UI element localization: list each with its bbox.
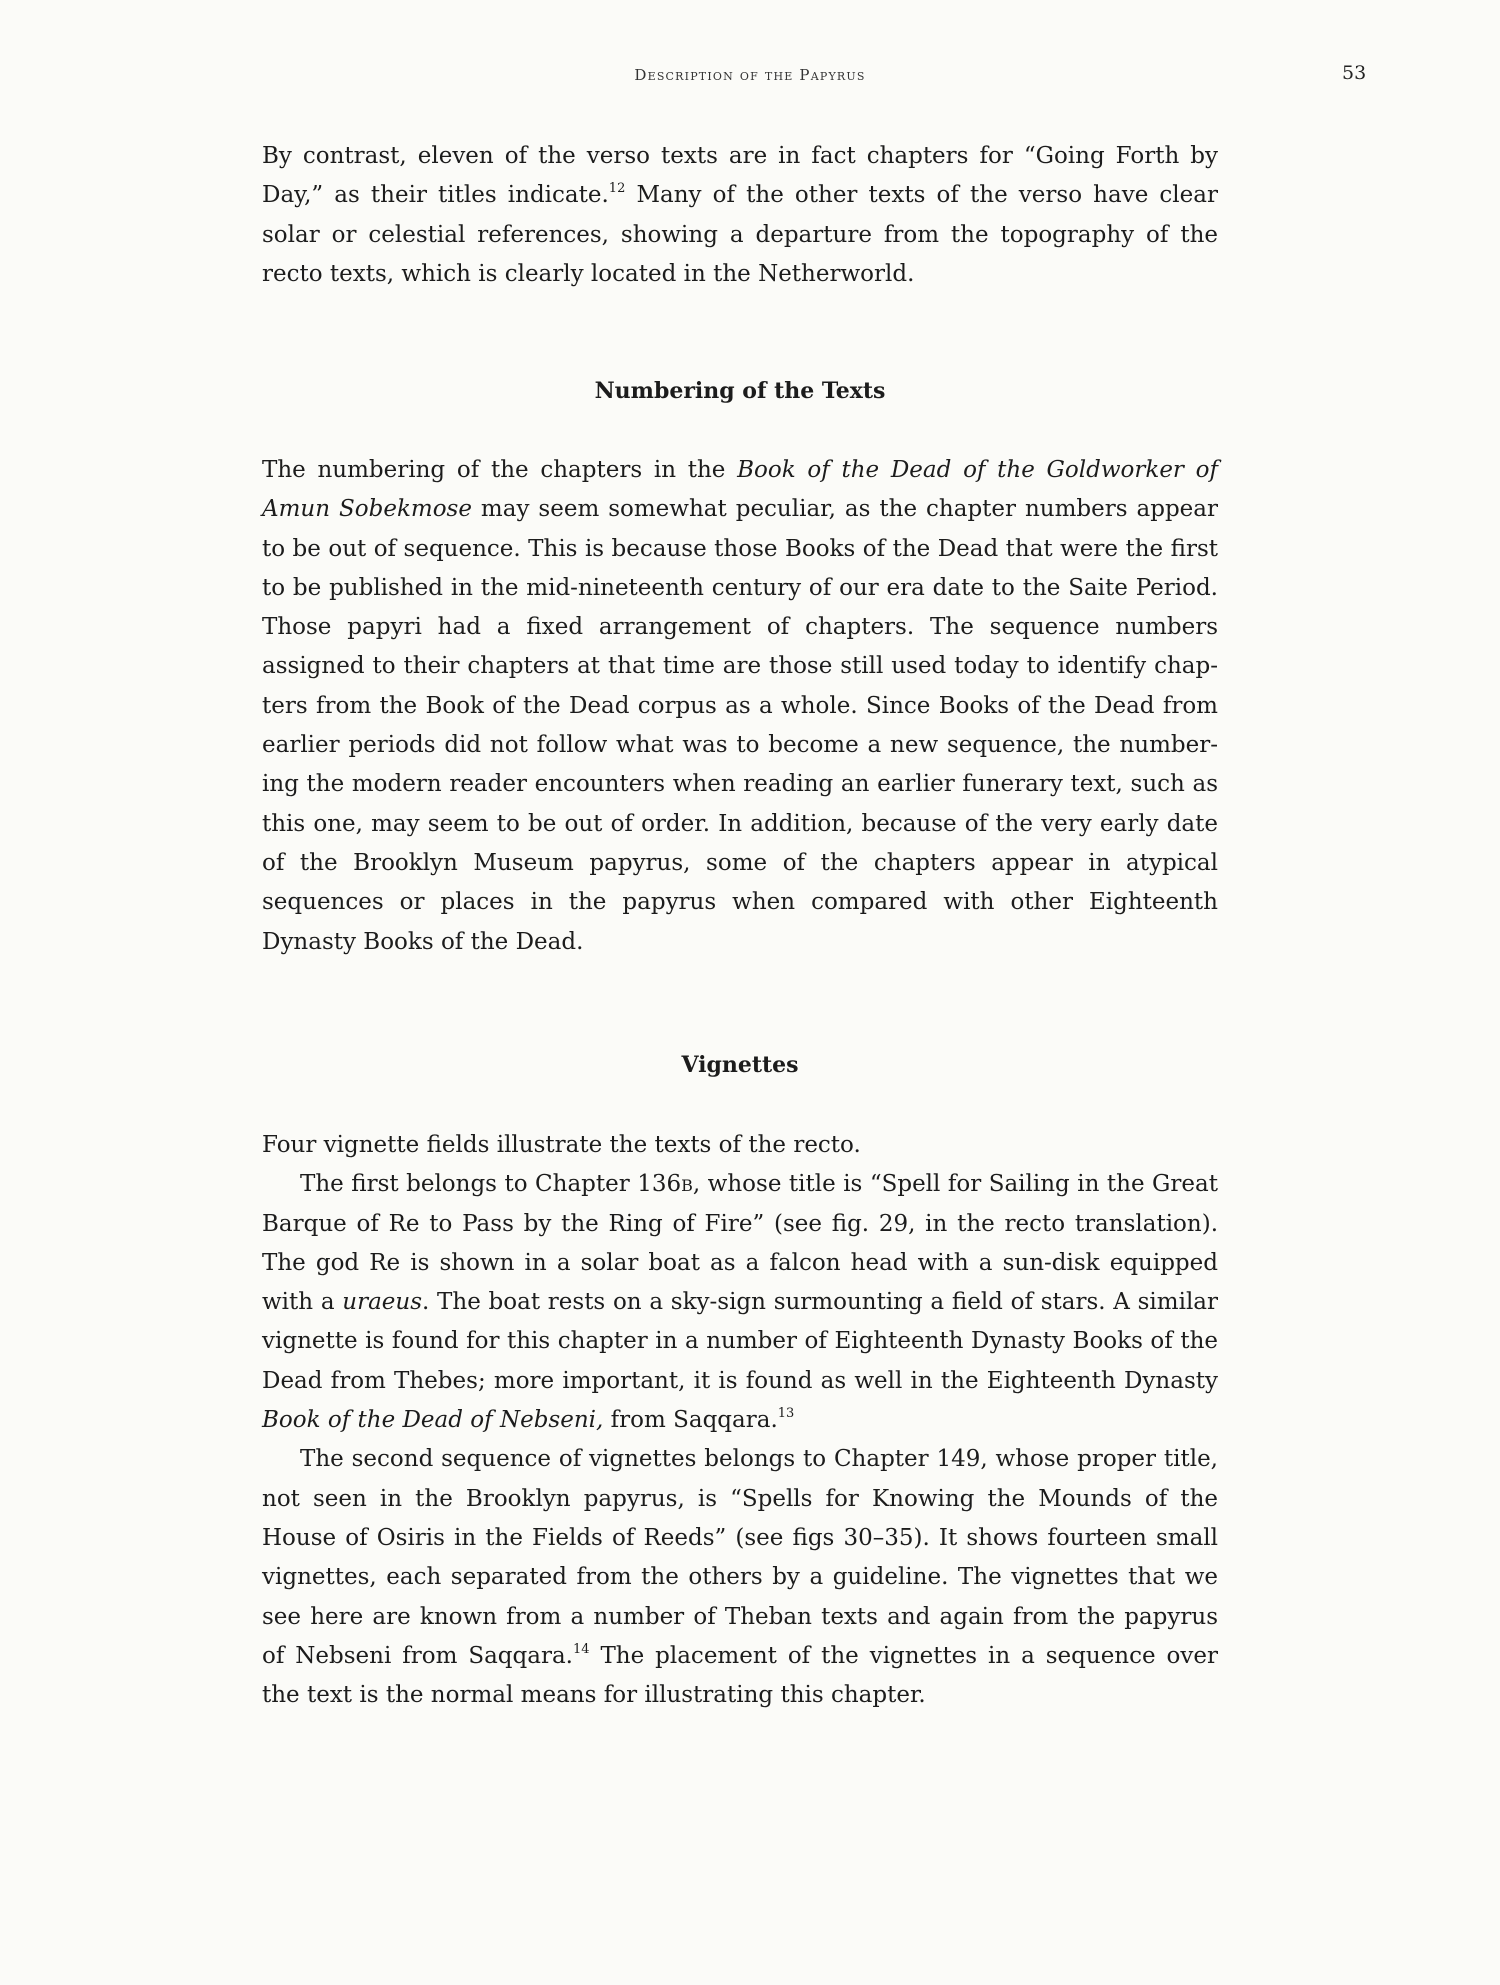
running-head <box>0 66 1500 84</box>
vig2-text-4: from Saqqara. <box>603 1407 778 1434</box>
footnote-ref-14: 14 <box>572 1641 590 1657</box>
vig2-chapter-suffix: b <box>681 1171 693 1198</box>
running-head-text: Description of the Papyrus <box>634 66 866 84</box>
intro-text-1: By contrast, eleven of the verso texts are in fact chapters for “Going Forth by Day,” as their titles indicate. <box>262 143 1218 209</box>
numbering-book-title: Book of the Dead of the Goldworker of Amun Sobekmose <box>262 457 1219 523</box>
footnote-ref-12: 12 <box>608 181 626 197</box>
footnote-ref-13: 13 <box>777 1406 795 1422</box>
vig2-text-2: , whose title is “Spell for Sailing in the Great Barque of Re to Pass by the Ring of Fire” (see fig. 29, in the recto translation). The god Re is shown in a solar boat as a falcon head with a sun-disk equipped with a <box>262 1171 1218 1316</box>
vignettes-paragraph-3 <box>262 1440 1218 1715</box>
numbering-paragraph <box>262 451 1218 962</box>
vig2-book-title: Book of the Dead of Nebseni, <box>262 1407 604 1434</box>
numbering-text-1: The numbering of the chapters in the <box>262 457 738 483</box>
vig3-text-2: The placement of the vignettes in a sequence over the text is the normal means for illustrating this chapter. <box>262 1642 1218 1709</box>
numbering-text-2: may seem somewhat peculiar, as the chapter numbers appear to be out of sequence. This is because those Books of the Dead that were the first to be published in the mid-nineteenth century of our era date to the Saite Period. Those papyri had a fixed arrangement of chapters. The sequence numbers assigned to their chapters at that time are those still used today to identify chapters from the Book of the Dead corpus as a whole. Since Books of the Dead from earlier periods did not follow what was to become a new sequence, the numbering the modern reader encounters when reading an earlier funerary text, such as this one, may seem to be out of order. In addition, because of the very early date of the Brooklyn Museum papyrus, some of the chapters appear in atypical sequences or places in the papyrus when compared with other Eighteenth Dynasty Books of the Dead. <box>262 496 1218 955</box>
numbering-section <box>262 376 1218 406</box>
vig2-text-1: The first belongs to Chapter 136 <box>300 1171 682 1198</box>
vignettes-paragraph-2 <box>262 1165 1218 1440</box>
intro-paragraph <box>262 137 1218 294</box>
intro-text-2: Many of the other texts of the verso have clear solar or celestial references, showing a departure from the topography of the recto texts, which is clearly located in the Netherworld. <box>262 182 1218 287</box>
page-number: 53 <box>1342 62 1367 84</box>
intro-section <box>262 137 1218 294</box>
vignettes-heading: Vignettes <box>681 1052 799 1078</box>
vignettes-paragraph-1: Four vignette fields illustrate the texts of the recto. <box>262 1132 861 1158</box>
vignettes-section <box>262 1050 1218 1080</box>
vig2-italic-word: uraeus <box>342 1289 423 1316</box>
vignettes-body <box>262 1126 1218 1715</box>
vig2-text-3: . The boat rests on a sky-sign surmounting a field of stars. A similar vignette is found for this chapter in a number of Eighteenth Dynasty Books of the Dead from Thebes; more important, it is found as well in the Eighteenth Dynasty <box>262 1289 1219 1394</box>
numbering-body <box>262 451 1218 962</box>
vig3-text-1: The second sequence of vignettes belongs to Chapter 149, whose proper title, not seen in the Brooklyn papyrus, is “Spells for Knowing the Mounds of the House of Osiris in the Fields of Reeds” (see figs 30–35). It shows fourteen small vignettes, each separated from the others by a guideline. The vignettes that we see here are known from a number of Theban texts and again from the papyrus of Nebseni from Saqqara. <box>262 1446 1218 1669</box>
numbering-heading: Numbering of the Texts <box>594 378 886 404</box>
